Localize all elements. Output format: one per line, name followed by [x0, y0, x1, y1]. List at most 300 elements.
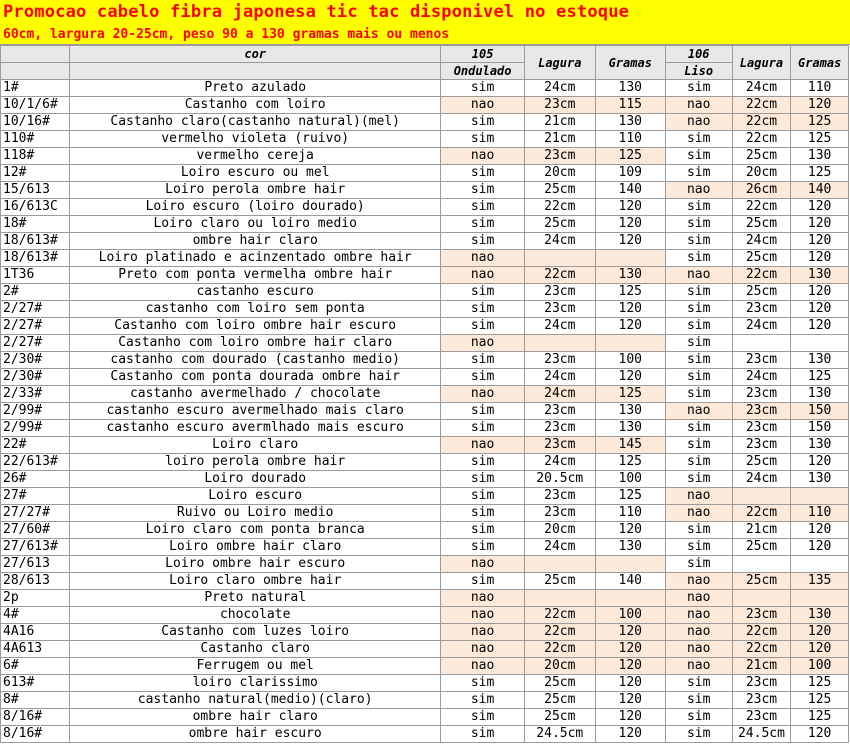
liso-gramas [791, 556, 849, 573]
table-row [1, 267, 849, 284]
ondulado-gramas: 120 [595, 301, 665, 318]
ondulado-lagura [524, 250, 595, 267]
ondulado-gramas: 120 [595, 233, 665, 250]
color-name: Loiro perola ombre hair [69, 182, 441, 199]
promo-banner [0, 0, 850, 45]
ondulado-stock: sim [441, 420, 524, 437]
table-row [1, 369, 849, 386]
ondulado-gramas: 120 [595, 709, 665, 726]
ondulado-lagura [524, 556, 595, 573]
ondulado-gramas: 125 [595, 454, 665, 471]
color-code: 10/16# [1, 114, 70, 131]
header-gramas-105: Gramas [595, 46, 665, 80]
liso-lagura: 25cm [732, 250, 791, 267]
ondulado-stock: nao [441, 148, 524, 165]
liso-stock: sim [665, 675, 732, 692]
liso-stock: sim [665, 165, 732, 182]
color-code: 2/27# [1, 318, 70, 335]
color-name: loiro clarissimo [69, 675, 441, 692]
ondulado-stock: nao [441, 437, 524, 454]
ondulado-gramas: 130 [595, 80, 665, 97]
color-code: 18# [1, 216, 70, 233]
color-name: vermelho cereja [69, 148, 441, 165]
header-row [1, 46, 849, 63]
table-row [1, 301, 849, 318]
color-code: 10/1/6# [1, 97, 70, 114]
color-code: 2/30# [1, 352, 70, 369]
color-code: 118# [1, 148, 70, 165]
table-row [1, 590, 849, 607]
color-code: 22/613# [1, 454, 70, 471]
ondulado-lagura [524, 335, 595, 352]
ondulado-lagura: 25cm [524, 692, 595, 709]
liso-lagura: 25cm [732, 454, 791, 471]
table-row [1, 114, 849, 131]
ondulado-stock: nao [441, 590, 524, 607]
liso-lagura: 23cm [732, 403, 791, 420]
liso-lagura: 26cm [732, 182, 791, 199]
header-row-2 [1, 63, 849, 80]
ondulado-gramas: 125 [595, 386, 665, 403]
ondulado-lagura: 23cm [524, 488, 595, 505]
header-lagura-106: Lagura [732, 46, 791, 80]
liso-lagura [732, 556, 791, 573]
header-cor-2 [69, 63, 441, 80]
liso-gramas: 110 [791, 505, 849, 522]
promo-subtitle: 60cm, largura 20-25cm, peso 90 a 130 gramas mais ou menos [3, 27, 450, 42]
color-name: ombre hair claro [69, 233, 441, 250]
liso-gramas [791, 488, 849, 505]
header-liso: Liso [665, 63, 732, 80]
liso-stock: nao [665, 641, 732, 658]
color-code: 2# [1, 284, 70, 301]
table-row [1, 403, 849, 420]
ondulado-lagura: 24cm [524, 318, 595, 335]
liso-gramas: 110 [791, 80, 849, 97]
liso-stock: sim [665, 148, 732, 165]
ondulado-stock: sim [441, 369, 524, 386]
ondulado-gramas: 120 [595, 692, 665, 709]
ondulado-gramas: 145 [595, 437, 665, 454]
ondulado-lagura: 25cm [524, 709, 595, 726]
color-code: 2/99# [1, 420, 70, 437]
color-code: 27# [1, 488, 70, 505]
ondulado-stock: sim [441, 675, 524, 692]
ondulado-gramas: 130 [595, 114, 665, 131]
ondulado-stock: sim [441, 318, 524, 335]
table-row [1, 284, 849, 301]
color-code: 4A16 [1, 624, 70, 641]
table-row [1, 692, 849, 709]
ondulado-gramas: 120 [595, 624, 665, 641]
liso-gramas: 120 [791, 726, 849, 743]
ondulado-lagura [524, 590, 595, 607]
color-code: 2/27# [1, 335, 70, 352]
ondulado-gramas: 130 [595, 403, 665, 420]
liso-gramas: 130 [791, 607, 849, 624]
liso-gramas [791, 335, 849, 352]
color-name: Castanho com loiro ombre hair claro [69, 335, 441, 352]
color-name: Castanho com loiro ombre hair escuro [69, 318, 441, 335]
header-lagura-105: Lagura [524, 46, 595, 80]
ondulado-stock: sim [441, 216, 524, 233]
header-106: 106 [665, 46, 732, 63]
ondulado-lagura: 24cm [524, 454, 595, 471]
liso-lagura [732, 590, 791, 607]
table-row [1, 335, 849, 352]
liso-gramas: 100 [791, 658, 849, 675]
liso-lagura: 22cm [732, 267, 791, 284]
liso-lagura: 24.5cm [732, 726, 791, 743]
liso-lagura: 25cm [732, 284, 791, 301]
ondulado-stock: nao [441, 267, 524, 284]
ondulado-gramas: 120 [595, 658, 665, 675]
liso-stock: sim [665, 318, 732, 335]
liso-gramas: 130 [791, 352, 849, 369]
color-name: Preto azulado [69, 80, 441, 97]
color-name: castanho natural(medio)(claro) [69, 692, 441, 709]
liso-stock: nao [665, 114, 732, 131]
ondulado-gramas: 125 [595, 284, 665, 301]
color-name: Loiro platinado e acinzentado ombre hair [69, 250, 441, 267]
liso-lagura: 22cm [732, 505, 791, 522]
ondulado-stock: nao [441, 658, 524, 675]
liso-stock: sim [665, 233, 732, 250]
liso-stock: sim [665, 386, 732, 403]
liso-lagura [732, 335, 791, 352]
liso-stock: nao [665, 590, 732, 607]
ondulado-stock: sim [441, 505, 524, 522]
liso-lagura: 24cm [732, 233, 791, 250]
color-code: 28/613 [1, 573, 70, 590]
liso-stock: sim [665, 726, 732, 743]
ondulado-lagura: 23cm [524, 301, 595, 318]
table-row [1, 675, 849, 692]
ondulado-lagura: 25cm [524, 675, 595, 692]
ondulado-stock: nao [441, 641, 524, 658]
ondulado-gramas: 120 [595, 675, 665, 692]
table-row [1, 352, 849, 369]
color-code: 8/16# [1, 726, 70, 743]
ondulado-stock: nao [441, 556, 524, 573]
liso-lagura: 22cm [732, 641, 791, 658]
color-name: Castanho claro [69, 641, 441, 658]
color-name: Ruivo ou Loiro medio [69, 505, 441, 522]
liso-stock: nao [665, 658, 732, 675]
color-code: 6# [1, 658, 70, 675]
liso-gramas: 125 [791, 114, 849, 131]
ondulado-lagura: 23cm [524, 352, 595, 369]
ondulado-gramas: 120 [595, 199, 665, 216]
color-code: 8/16# [1, 709, 70, 726]
ondulado-lagura: 23cm [524, 403, 595, 420]
color-code: 27/613 [1, 556, 70, 573]
table-row [1, 607, 849, 624]
table-row [1, 386, 849, 403]
liso-gramas: 130 [791, 386, 849, 403]
liso-stock: sim [665, 80, 732, 97]
ondulado-stock: sim [441, 488, 524, 505]
liso-lagura: 24cm [732, 318, 791, 335]
table-row [1, 726, 849, 743]
liso-stock: sim [665, 454, 732, 471]
table-row [1, 97, 849, 114]
ondulado-gramas: 140 [595, 182, 665, 199]
liso-lagura: 23cm [732, 607, 791, 624]
color-code: 15/613 [1, 182, 70, 199]
liso-gramas: 120 [791, 624, 849, 641]
liso-stock: sim [665, 301, 732, 318]
ondulado-lagura: 20cm [524, 658, 595, 675]
color-name: Preto natural [69, 590, 441, 607]
color-name: loiro perola ombre hair [69, 454, 441, 471]
ondulado-lagura: 23cm [524, 420, 595, 437]
color-name: Loiro claro com ponta branca [69, 522, 441, 539]
ondulado-stock: sim [441, 471, 524, 488]
color-name: Preto com ponta vermelha ombre hair [69, 267, 441, 284]
liso-stock: sim [665, 471, 732, 488]
ondulado-stock: sim [441, 573, 524, 590]
header-ondulado: Ondulado [441, 63, 524, 80]
liso-gramas [791, 590, 849, 607]
table-row [1, 539, 849, 556]
liso-stock: nao [665, 403, 732, 420]
color-name: Loiro escuro [69, 488, 441, 505]
header-105: 105 [441, 46, 524, 63]
liso-lagura: 23cm [732, 386, 791, 403]
color-code: 18/613# [1, 250, 70, 267]
color-code: 4A613 [1, 641, 70, 658]
liso-gramas: 120 [791, 454, 849, 471]
color-code: 12# [1, 165, 70, 182]
color-name: vermelho violeta (ruivo) [69, 131, 441, 148]
liso-stock: sim [665, 420, 732, 437]
table-row [1, 522, 849, 539]
ondulado-stock: nao [441, 335, 524, 352]
ondulado-gramas [595, 556, 665, 573]
color-name: Castanho com luzes loiro [69, 624, 441, 641]
ondulado-gramas: 109 [595, 165, 665, 182]
liso-gramas: 130 [791, 148, 849, 165]
liso-stock: sim [665, 709, 732, 726]
ondulado-lagura: 21cm [524, 131, 595, 148]
ondulado-lagura: 24cm [524, 80, 595, 97]
ondulado-lagura: 21cm [524, 114, 595, 131]
color-name: Loiro escuro (loiro dourado) [69, 199, 441, 216]
ondulado-stock: sim [441, 284, 524, 301]
liso-lagura: 24cm [732, 471, 791, 488]
liso-lagura: 21cm [732, 522, 791, 539]
liso-gramas: 150 [791, 420, 849, 437]
ondulado-gramas: 100 [595, 471, 665, 488]
ondulado-lagura: 22cm [524, 607, 595, 624]
ondulado-gramas: 130 [595, 420, 665, 437]
liso-gramas: 125 [791, 709, 849, 726]
liso-stock: sim [665, 437, 732, 454]
liso-stock: nao [665, 97, 732, 114]
color-code: 27/60# [1, 522, 70, 539]
ondulado-stock: sim [441, 165, 524, 182]
liso-stock: nao [665, 182, 732, 199]
header-gramas-106: Gramas [791, 46, 849, 80]
liso-lagura: 22cm [732, 114, 791, 131]
liso-stock: sim [665, 131, 732, 148]
liso-lagura: 20cm [732, 165, 791, 182]
ondulado-stock: sim [441, 114, 524, 131]
table-row [1, 165, 849, 182]
ondulado-gramas: 120 [595, 369, 665, 386]
liso-lagura [732, 488, 791, 505]
ondulado-stock: nao [441, 250, 524, 267]
color-name: Castanho claro(castanho natural)(mel) [69, 114, 441, 131]
color-code: 110# [1, 131, 70, 148]
ondulado-stock: sim [441, 199, 524, 216]
color-name: Loiro ombre hair escuro [69, 556, 441, 573]
table-row [1, 199, 849, 216]
liso-gramas: 120 [791, 199, 849, 216]
liso-stock: sim [665, 369, 732, 386]
color-name: Ferrugem ou mel [69, 658, 441, 675]
color-code: 16/613C [1, 199, 70, 216]
liso-gramas: 125 [791, 692, 849, 709]
liso-gramas: 130 [791, 267, 849, 284]
liso-stock: nao [665, 607, 732, 624]
color-name: Loiro claro ombre hair [69, 573, 441, 590]
ondulado-stock: sim [441, 233, 524, 250]
ondulado-lagura: 22cm [524, 641, 595, 658]
liso-stock: sim [665, 522, 732, 539]
ondulado-lagura: 25cm [524, 216, 595, 233]
ondulado-lagura: 20cm [524, 165, 595, 182]
liso-gramas: 140 [791, 182, 849, 199]
header-cor: cor [69, 46, 441, 63]
table-row [1, 131, 849, 148]
liso-lagura: 22cm [732, 199, 791, 216]
ondulado-lagura: 25cm [524, 182, 595, 199]
table-row [1, 182, 849, 199]
ondulado-lagura: 24cm [524, 539, 595, 556]
liso-gramas: 120 [791, 97, 849, 114]
ondulado-stock: sim [441, 726, 524, 743]
color-code: 2/27# [1, 301, 70, 318]
ondulado-lagura: 23cm [524, 437, 595, 454]
liso-stock: nao [665, 505, 732, 522]
liso-lagura: 24cm [732, 80, 791, 97]
liso-gramas: 125 [791, 675, 849, 692]
ondulado-lagura: 22cm [524, 199, 595, 216]
liso-stock: nao [665, 573, 732, 590]
liso-lagura: 23cm [732, 437, 791, 454]
header-code [1, 46, 70, 63]
ondulado-stock: sim [441, 131, 524, 148]
liso-gramas: 125 [791, 369, 849, 386]
liso-lagura: 22cm [732, 97, 791, 114]
ondulado-stock: sim [441, 709, 524, 726]
ondulado-stock: sim [441, 522, 524, 539]
ondulado-lagura: 24cm [524, 233, 595, 250]
liso-stock: nao [665, 624, 732, 641]
table-row [1, 250, 849, 267]
ondulado-stock: nao [441, 386, 524, 403]
color-name: ombre hair escuro [69, 726, 441, 743]
ondulado-lagura: 23cm [524, 284, 595, 301]
table-row [1, 624, 849, 641]
ondulado-stock: sim [441, 352, 524, 369]
table-row [1, 420, 849, 437]
ondulado-gramas: 130 [595, 267, 665, 284]
ondulado-gramas: 125 [595, 148, 665, 165]
ondulado-gramas: 120 [595, 726, 665, 743]
ondulado-gramas: 110 [595, 505, 665, 522]
table-row [1, 556, 849, 573]
liso-lagura: 23cm [732, 352, 791, 369]
liso-stock: sim [665, 199, 732, 216]
ondulado-gramas: 140 [595, 573, 665, 590]
ondulado-lagura: 20cm [524, 522, 595, 539]
color-name: Castanho com loiro [69, 97, 441, 114]
liso-stock: sim [665, 216, 732, 233]
table-row [1, 658, 849, 675]
ondulado-gramas: 100 [595, 352, 665, 369]
ondulado-gramas: 120 [595, 641, 665, 658]
liso-gramas: 135 [791, 573, 849, 590]
promo-title: Promocao cabelo fibra japonesa tic tac disponivel no estoque [3, 2, 630, 22]
liso-gramas: 120 [791, 216, 849, 233]
color-name: castanho com dourado (castanho medio) [69, 352, 441, 369]
liso-lagura: 24cm [732, 369, 791, 386]
liso-lagura: 23cm [732, 692, 791, 709]
ondulado-gramas [595, 335, 665, 352]
liso-lagura: 22cm [732, 624, 791, 641]
color-name: chocolate [69, 607, 441, 624]
color-code: 4# [1, 607, 70, 624]
table-row [1, 233, 849, 250]
liso-lagura: 21cm [732, 658, 791, 675]
ondulado-gramas: 120 [595, 318, 665, 335]
liso-stock: sim [665, 539, 732, 556]
liso-gramas: 120 [791, 539, 849, 556]
color-code: 26# [1, 471, 70, 488]
liso-stock: sim [665, 284, 732, 301]
liso-stock: sim [665, 335, 732, 352]
liso-lagura: 23cm [732, 709, 791, 726]
color-name: Loiro claro ou loiro medio [69, 216, 441, 233]
ondulado-stock: sim [441, 692, 524, 709]
ondulado-lagura: 20.5cm [524, 471, 595, 488]
liso-lagura: 25cm [732, 573, 791, 590]
color-code: 27/27# [1, 505, 70, 522]
ondulado-gramas: 120 [595, 522, 665, 539]
liso-gramas: 130 [791, 437, 849, 454]
table-row [1, 709, 849, 726]
table-row [1, 216, 849, 233]
liso-stock: sim [665, 250, 732, 267]
ondulado-lagura: 23cm [524, 505, 595, 522]
color-name: Loiro dourado [69, 471, 441, 488]
color-code: 27/613# [1, 539, 70, 556]
color-name: castanho escuro avermlhado mais escuro [69, 420, 441, 437]
color-code: 1# [1, 80, 70, 97]
liso-gramas: 150 [791, 403, 849, 420]
ondulado-stock: sim [441, 403, 524, 420]
table-row [1, 80, 849, 97]
color-code: 8# [1, 692, 70, 709]
color-name: Loiro escuro ou mel [69, 165, 441, 182]
color-code: 18/613# [1, 233, 70, 250]
ondulado-gramas: 125 [595, 488, 665, 505]
ondulado-gramas: 130 [595, 539, 665, 556]
color-name: castanho avermelhado / chocolate [69, 386, 441, 403]
